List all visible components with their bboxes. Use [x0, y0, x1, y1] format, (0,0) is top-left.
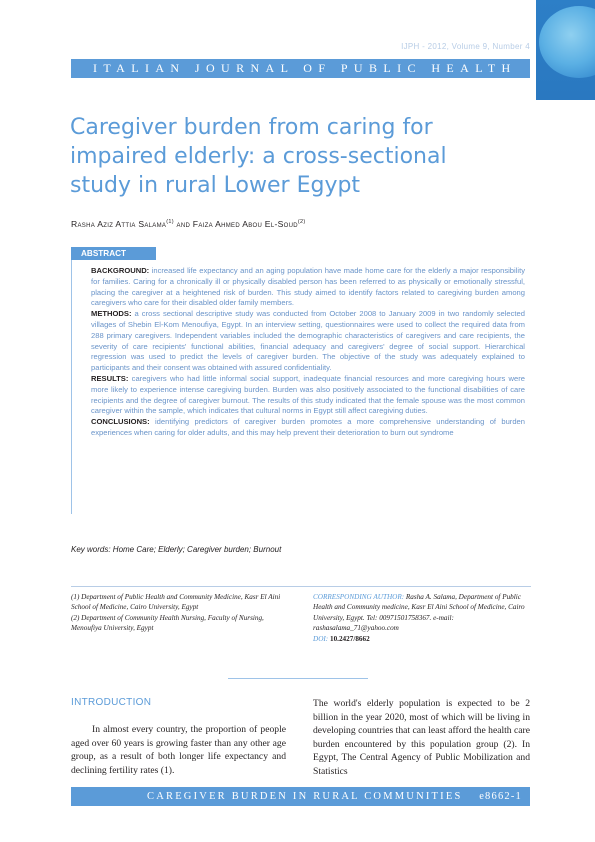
- corresponding-author-details: Rasha A. Salama, Department of Public Health and Community medicine, Kasr El Aini School of Medicine, Cairo University, Egypt. Tel: 00971501758367. e-mail: rashasalama_71@yahoo.com: [313, 593, 525, 633]
- abstract-body: [91, 266, 525, 439]
- cover-globe-graphic: [539, 6, 595, 78]
- doi-line: [313, 634, 531, 644]
- section-divider: [228, 678, 368, 679]
- abstract-label: CONCLUSIONS:: [91, 417, 150, 427]
- corresponding-author: [313, 592, 531, 644]
- author-affiliation-mark: (1): [166, 219, 174, 226]
- abstract-label: BACKGROUND:: [91, 266, 150, 275]
- keywords: Key words: Home Care; Elderly; Caregiver burden; Burnout: [71, 545, 282, 554]
- doi-link[interactable]: 10.2427/8662: [329, 634, 370, 643]
- body-paragraph: The world's elderly population is expected to be 2 billion in the year 2020, most of which will be living in developing countries that can least afford the health care burden encountered by this population group (2). In Egypt, The Central Agency of Public Mobilization and Statistics: [313, 698, 530, 777]
- section-heading-introduction: INTRODUCTION: [71, 697, 152, 708]
- article-title: Caregiver burden from caring for impaired elderly: a cross-sectional study in rural Lower Egypt: [70, 115, 447, 198]
- journal-cover-image: [536, 0, 595, 100]
- page-number: e8662-1: [479, 791, 522, 802]
- corresponding-author-text: [313, 592, 531, 634]
- body-column-left: [71, 723, 286, 777]
- abstract-paragraph-text: increased life expectancy and an aging population have made home care for the elderly a major responsibility for families. Caring for a chronically ill or physically disabled person has been referred to as physically or emotionally stressful, placing the caregiver at a heightened risk of burden. This study aimed to identify factors related to caregiving burden among caregivers who care for their disabled older family members.: [91, 266, 525, 308]
- abstract-label: METHODS:: [91, 309, 132, 319]
- running-head: IJPH - 2012, Volume 9, Number 4: [401, 42, 530, 51]
- affiliations: [71, 592, 289, 634]
- affiliation-2: (2) Department of Community Health Nursing, Faculty of Nursing, Menoufiya University, Egypt: [71, 613, 264, 633]
- abstract-methods: [91, 309, 525, 374]
- author-affiliation-mark: (2): [297, 219, 306, 226]
- footer-banner: [71, 787, 530, 806]
- author-joiner: and: [173, 219, 193, 229]
- body-paragraph: In almost every country, the proportion of people aged over 60 years is growing faster than any other age group, as a result of both longer life expectancy and declining fertility rates (1).: [71, 724, 286, 776]
- doi-label: DOI:: [313, 634, 329, 643]
- abstract-paragraph-text: caregivers who had little informal social support, inadequate financial resources and more caregiving hours were more likely to experience intense caregiving burden. Burden was also positively associated to the functional disabilities of care recipients and the degree of caregiver burnout. The results of this study indicated that the female spouse was the most common caregiver within the sample, which indicates that cultural norms in Egypt still affect caregiving duties.: [91, 373, 525, 416]
- affiliation-divider: [71, 586, 531, 587]
- abstract-paragraph-text: a cross sectional descriptive study was conducted from October 2008 to January 2009 in two randomly selected villages of Shebin El-Kom Menoufiya, Egypt. In an interview setting, questionnaires were used to collect the required data from 288 primary caregivers. Independent variables included the demographic characteristics of caregivers and care recipients, the severity of care recipients' functional abilities, financial adequacy and caregivers' degree of social support. Hierarchical regression was used to predict the levels of caregiver burden. The objective of the study was adequately explained to participants and their consent was obtained with assured confidentiality.: [91, 309, 525, 373]
- author-line: [71, 219, 531, 229]
- abstract-conclusions: [91, 417, 525, 439]
- body-column-right: [313, 697, 530, 779]
- author-name: Rasha Aziz Attia Salama: [71, 219, 167, 229]
- affiliation-1: (1) Department of Public Health and Community Medicine, Kasr El Aini School of Medicine, Cairo University, Egypt: [71, 593, 281, 612]
- author-name: Faiza Ahmed Abou El-Soud: [192, 219, 298, 229]
- journal-name-banner: ITALIAN JOURNAL OF PUBLIC HEALTH: [71, 59, 530, 78]
- abstract-label: RESULTS:: [91, 373, 129, 383]
- abstract-paragraph-text: identifying predictors of caregiver burden promotes a more comprehensive understanding of burden experiences when caring for older adults, and this may help prevent their deterioration to burn out syndrome: [91, 417, 525, 437]
- corresponding-author-label: CORRESPONDING AUTHOR:: [313, 593, 405, 601]
- abstract-results: [91, 374, 525, 417]
- abstract-background: [91, 266, 525, 309]
- footer-running-title: CAREGIVER BURDEN IN RURAL COMMUNITIES: [147, 791, 463, 802]
- abstract-heading: ABSTRACT: [71, 247, 156, 260]
